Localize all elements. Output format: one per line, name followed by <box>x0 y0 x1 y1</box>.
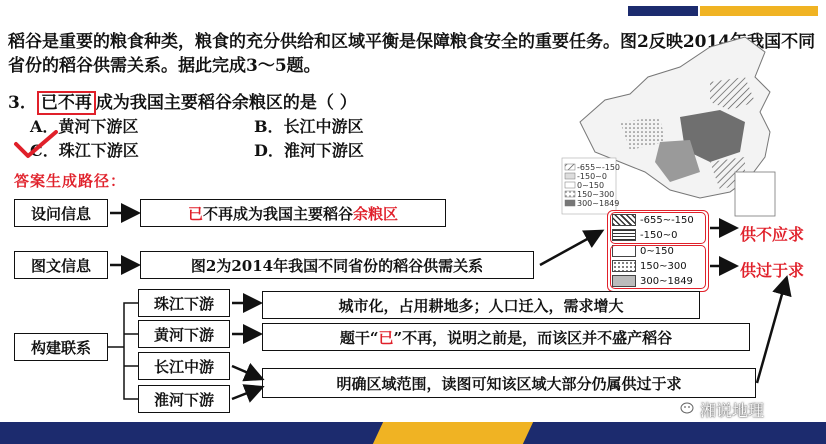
legend-row-3: 0~150 <box>612 245 674 259</box>
map-legend-mini-5: 300~1849 <box>577 199 620 208</box>
supply-short-label: 供不应求 <box>740 225 805 244</box>
figure-info-box: 图2为2014年我国不同省份的稻谷供需关系 <box>140 251 534 279</box>
legend-row-1: -655~-150 <box>612 214 694 228</box>
legend-row-5: 300~1849 <box>612 275 693 289</box>
question-keyword-box: 已不再 <box>37 91 96 115</box>
region-yellow-river: 黄河下游 <box>138 320 230 348</box>
answer-path-title: 答案生成路径： <box>14 172 127 190</box>
watermark: 湘说地理 <box>700 401 765 420</box>
wechat-icon <box>680 401 696 415</box>
option-a: A．黄河下游区 <box>30 117 139 136</box>
option-d: D．淮河下游区 <box>254 141 364 160</box>
question-number: 3． <box>8 93 37 113</box>
option-c: C．珠江下游区 <box>30 141 139 160</box>
bottom-accent-gold <box>373 422 533 444</box>
region-yangtze-middle: 长江中游 <box>138 352 230 380</box>
intro-text: 稻谷是重要的粮食种类，粮食的充分供给和区域平衡是保障粮食安全的重要任务。图2反映2014年我国不同省份的稻谷供需关系。据此完成3～5题。 <box>8 32 816 76</box>
legend-row-4: 150~300 <box>612 260 687 274</box>
map-legend-mini-4: 150~300 <box>577 190 615 199</box>
explain-pearl-river: 城市化，占用耕地多；人口迁入，需求增大 <box>262 291 700 319</box>
supply-surplus-label: 供过于求 <box>740 261 805 280</box>
question-info-label: 设问信息 <box>14 199 108 227</box>
region-huai-river: 淮河下游 <box>138 385 230 413</box>
map-legend-mini-2: -150~0 <box>577 172 607 181</box>
explain-yangtze-huai: 明确区域范围，读图可知该区域大部分仍属供过于求 <box>262 368 756 398</box>
explain-yellow-river: 题干“ 已 ”不再，说明之前是，而该区并不盛产稻谷 <box>262 323 750 351</box>
legend-row-2: -150~0 <box>612 229 677 243</box>
map-legend-mini-3: 0~150 <box>577 181 605 190</box>
region-pearl-river: 珠江下游 <box>138 289 230 317</box>
build-link-label: 构建联系 <box>14 333 108 361</box>
map-legend-mini-1: -655~-150 <box>577 163 621 172</box>
question-rest: 成为我国主要稻谷余粮区的是（ ） <box>95 93 357 113</box>
question-info-box: 已 不再成为我国主要稻谷 余粮区 <box>140 199 446 227</box>
option-b: B．长江中游区 <box>254 117 364 136</box>
figure-info-label: 图文信息 <box>14 251 108 279</box>
